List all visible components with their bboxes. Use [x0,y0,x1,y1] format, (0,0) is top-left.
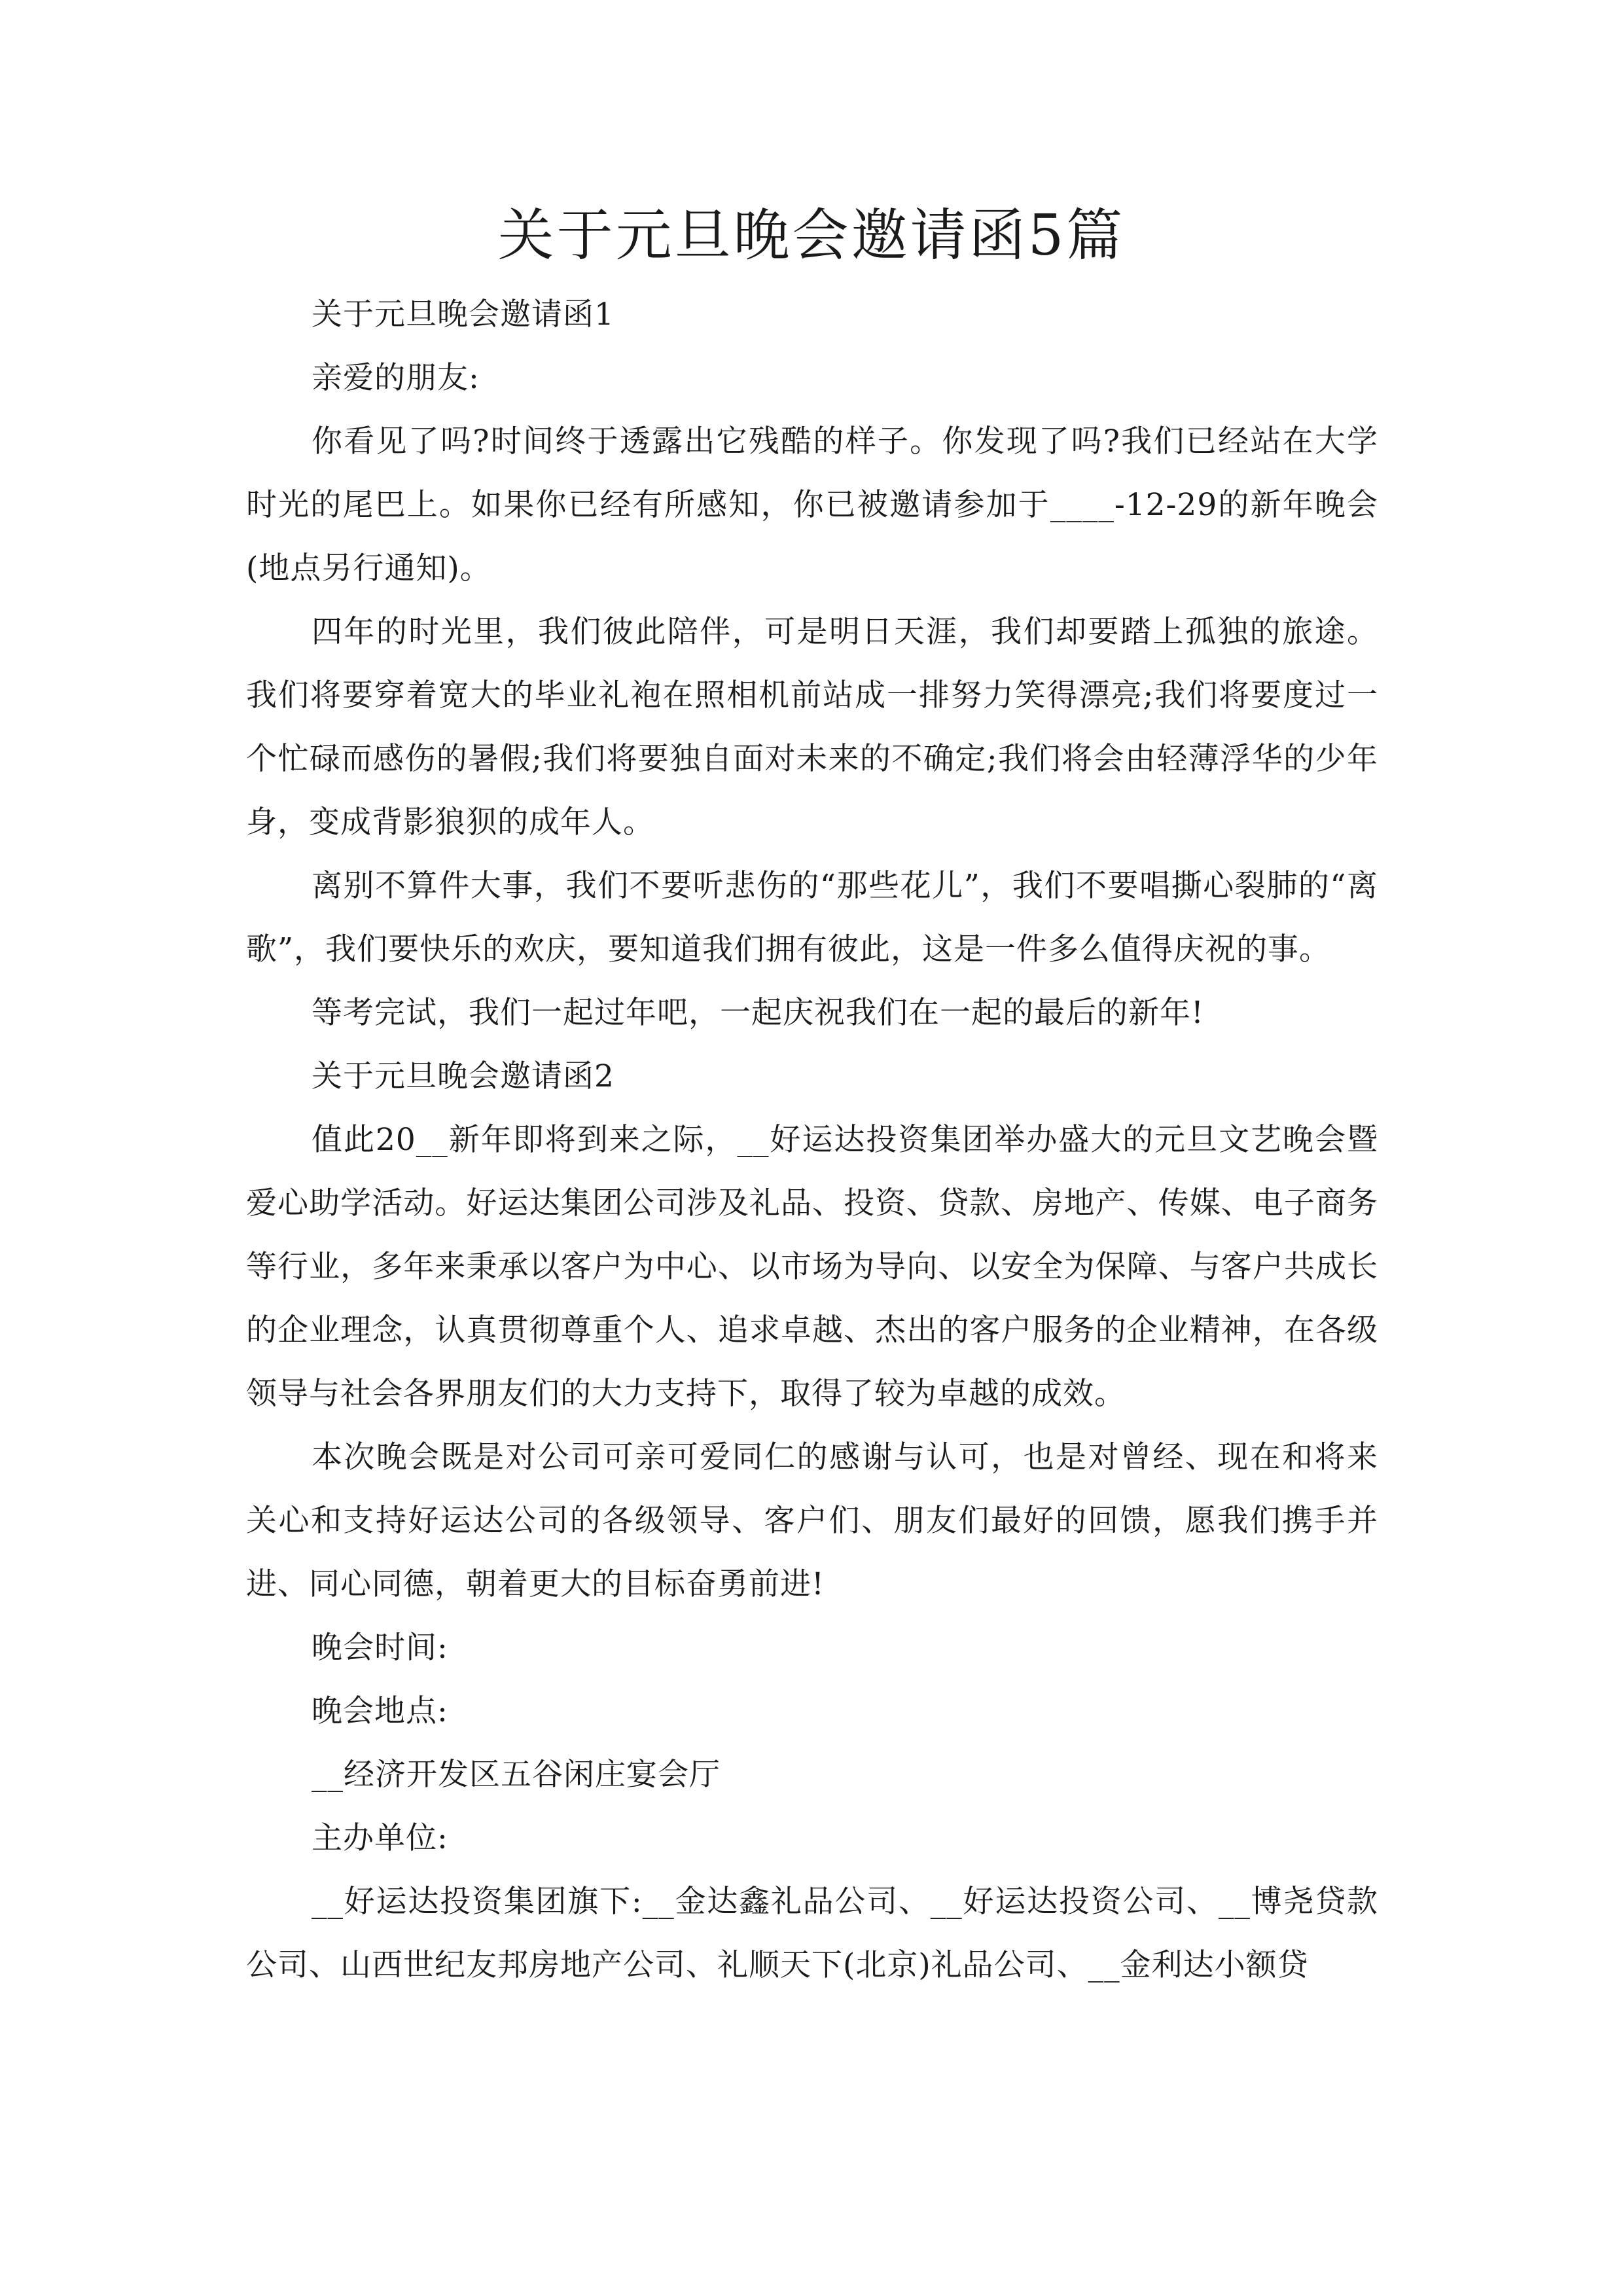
paragraph: 离别不算件大事，我们不要听悲伤的“那些花儿”，我们不要唱撕心裂肺的“离歌”，我们要快乐的欢庆，要知道我们拥有彼此，这是一件多么值得庆祝的事。 [246,868,1378,967]
document-title: 关于元旦晚会邀请函5篇 [497,203,1126,268]
paragraph: 本次晚会既是对公司可亲可爱同仁的感谢与认可，也是对曾经、现在和将来关心和支持好运达公司的各级领导、客户们、朋友们最好的回馈，愿我们携手并进、同心同德，朝着更大的目标奋勇前进! [246,1439,1378,1602]
organizer-value: __好运达投资集团旗下:__金达鑫礼品公司、__好运达投资公司、__博尧贷款公司、山西世纪友邦房地产公司、礼顺天下(北京)礼品公司、__金利达小额贷 [246,1884,1378,1983]
event-venue-value: __经济开发区五谷闲庄宴会厅 [312,1757,721,1793]
section-heading-1: 关于元旦晚会邀请函1 [312,296,615,332]
paragraph: 等考完试，我们一起过年吧，一起庆祝我们在一起的最后的新年! [312,995,1204,1031]
paragraph: 你看见了吗?时间终于透露出它残酷的样子。你发现了吗?我们已经站在大学时光的尾巴上。如果你已经有所感知，你已被邀请参加于____-12-29的新年晚会(地点另行通知)。 [246,423,1378,586]
event-venue-label: 晚会地点: [312,1693,448,1729]
paragraph: 四年的时光里，我们彼此陪伴，可是明日天涯，我们却要踏上孤独的旅途。我们将要穿着宽大的毕业礼袍在照相机前站成一排努力笑得漂亮;我们将要度过一个忙碌而感伤的暑假;我们将要独自面对未来的不确定;我们将会由轻薄浮华的少年身，变成背影狼狈的成年人。 [246,614,1378,840]
organizer-label: 主办单位: [312,1820,448,1856]
salutation: 亲爱的朋友: [312,360,480,396]
paragraph: 值此20__新年即将到来之际，__好运达投资集团举办盛大的元旦文艺晚会暨爱心助学活动。好运达集团公司涉及礼品、投资、贷款、房地产、传媒、电子商务等行业，多年来秉承以客户为中心、以市场为导向、以安全为保障、与客户共成长的企业理念，认真贯彻尊重个人、追求卓越、杰出的客户服务的企业精神，在各级领导与社会各界朋友们的大力支持下，取得了较为卓越的成效。 [246,1122,1378,1412]
event-time-label: 晚会时间: [312,1630,448,1666]
section-heading-2: 关于元旦晚会邀请函2 [312,1058,615,1094]
document-body [246,283,1378,1997]
